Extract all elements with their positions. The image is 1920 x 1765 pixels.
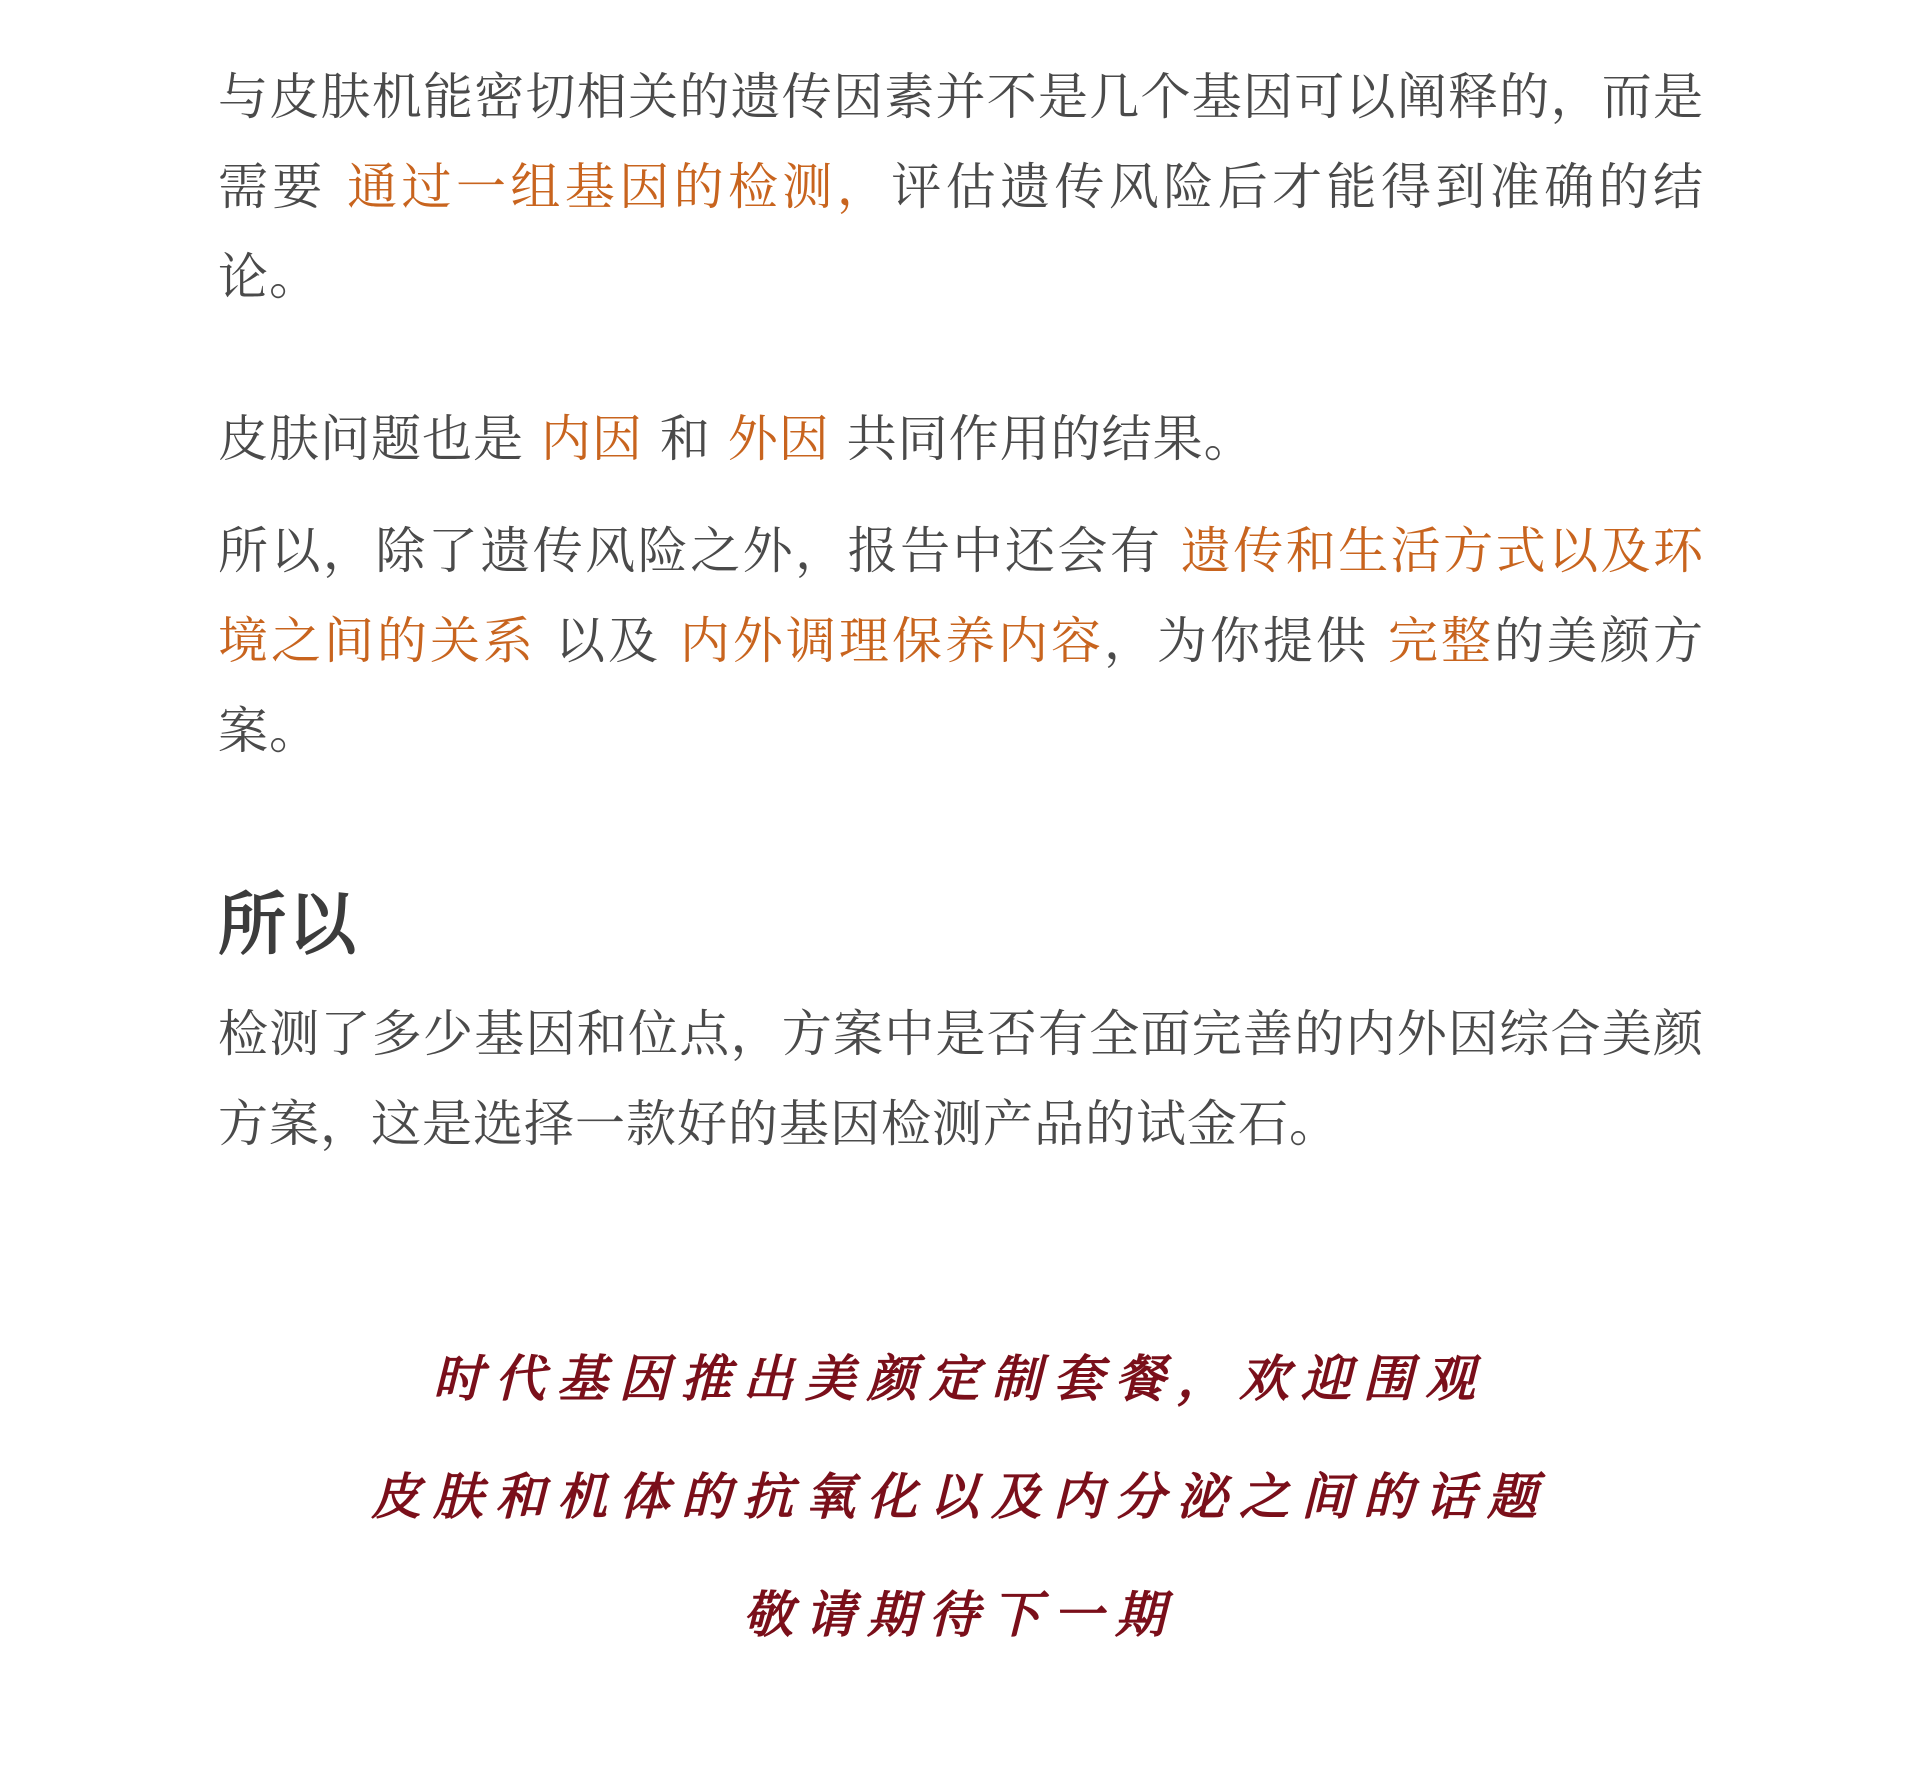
paragraph-text: 与皮肤机能密切相关的遗传因素并不是几个基因可以阐释的，而是需要 — [218, 68, 1704, 216]
paragraph-text: 和 — [659, 410, 711, 468]
section-heading: 所以 — [218, 886, 359, 965]
paragraph-text: 所以，除了遗传风险之外，报告中还会有 — [218, 522, 1163, 580]
paragraph-internal-external — [218, 394, 1704, 484]
closing-line-next-issue: 敬请期待下一期 — [743, 1585, 1177, 1644]
paragraph-text: 共同作用的结果。 — [846, 410, 1255, 468]
paragraph-text: 的美颜方案。 — [218, 612, 1705, 760]
highlight-gene-panel-detection: 通过一组基因的检测， — [347, 158, 892, 216]
highlight-care-content: 内外调理保养内容 — [679, 612, 1104, 670]
highlight-lifestyle-relation: 遗传和生活方式以及环境之间的关系 — [218, 522, 1705, 670]
closing-line-package: 时代基因推出美颜定制套餐，欢迎围观 — [433, 1349, 1487, 1408]
paragraph-genetics-intro — [218, 52, 1704, 322]
closing-announcement — [0, 1320, 1920, 1674]
paragraph-text: ，为你提供 — [1103, 612, 1370, 670]
highlight-complete: 完整 — [1387, 612, 1494, 670]
paragraph-text: 以及 — [554, 612, 661, 670]
highlight-internal-factors: 内因 — [540, 410, 643, 468]
closing-line-topic: 皮肤和机体的抗氧化以及内分泌之间的话题 — [371, 1467, 1549, 1526]
paragraph-text: 评估遗传风险后才能得到准确的结论。 — [218, 158, 1705, 306]
paragraph-text: 皮肤问题也是 — [218, 410, 524, 468]
highlight-external-factors: 外因 — [727, 410, 830, 468]
paragraph-report-contents — [218, 506, 1704, 776]
article-body — [218, 52, 1704, 1169]
paragraph-conclusion: 检测了多少基因和位点，方案中是否有全面完善的内外因综合美颜方案，这是选择一款好的基因检测产品的试金石。 — [218, 1005, 1704, 1153]
